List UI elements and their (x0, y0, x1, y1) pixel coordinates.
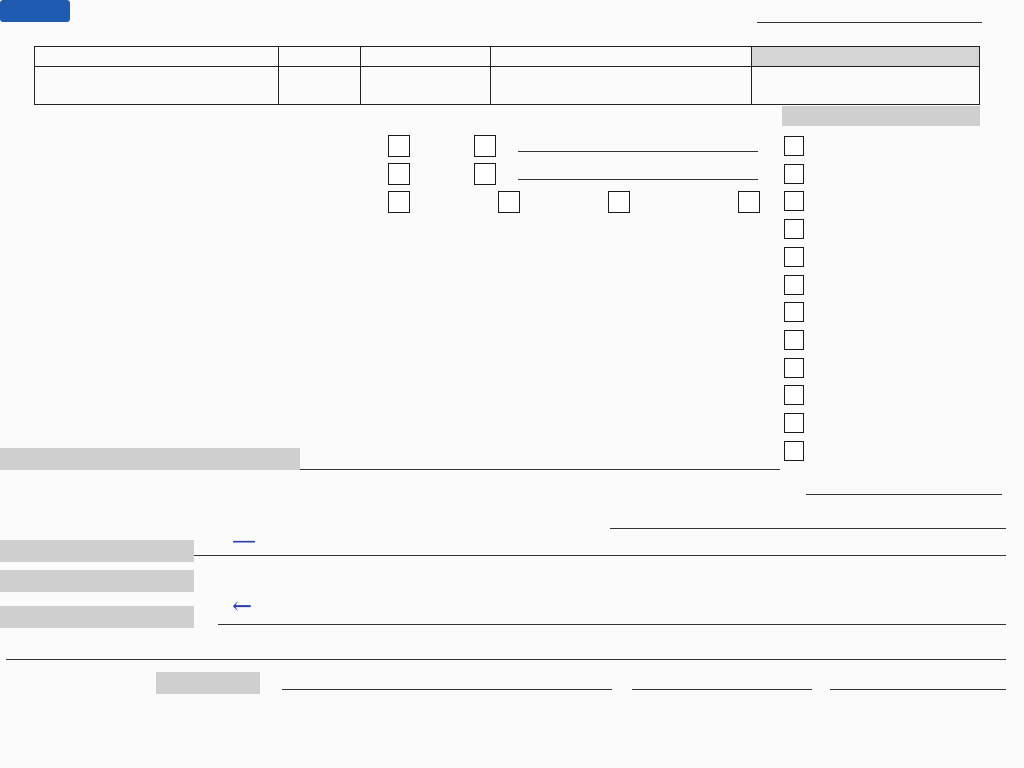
col-odometer (752, 47, 980, 67)
tested-label (156, 672, 260, 694)
question-row (20, 310, 40, 325)
logo-main (0, 0, 70, 22)
kit-checkbox[interactable] (784, 330, 804, 350)
question-row (20, 394, 40, 409)
kit-checkbox[interactable] (784, 219, 804, 239)
question-row (20, 338, 40, 353)
col-volume (360, 47, 490, 67)
answer-checkbox[interactable] (474, 163, 496, 185)
answer-checkbox[interactable] (474, 135, 496, 157)
question-row (20, 171, 40, 186)
question-row (20, 422, 40, 437)
col-model (35, 47, 279, 67)
question-row (20, 282, 40, 297)
col-year (278, 47, 360, 67)
kit-checkbox[interactable] (784, 441, 804, 461)
col-engine (490, 47, 752, 67)
kit-checkbox[interactable] (784, 164, 804, 184)
question-row (20, 227, 40, 242)
kit-checkbox[interactable] (784, 247, 804, 267)
question-row (20, 366, 40, 381)
kit-checkbox[interactable] (784, 191, 804, 211)
header-table (34, 46, 980, 105)
kit-checkbox[interactable] (784, 385, 804, 405)
remarks-akpp-label (0, 570, 194, 592)
remarks-dvs-mark: ← (232, 592, 253, 620)
question-row (20, 255, 40, 270)
answer-mark (738, 191, 760, 213)
removed-label (0, 448, 300, 470)
logo (0, 0, 72, 36)
answer-checkbox[interactable] (608, 191, 630, 213)
kit-checkbox[interactable] (784, 358, 804, 378)
kit-checkbox[interactable] (784, 136, 804, 156)
answer-checkbox[interactable] (498, 191, 520, 213)
remarks-mkpp-label (0, 540, 194, 562)
kit-checkbox[interactable] (784, 275, 804, 295)
question-row (20, 143, 40, 158)
kit-checkbox[interactable] (784, 413, 804, 433)
remarks-mkpp-mark: — (232, 526, 256, 554)
question-row (20, 199, 40, 214)
kit-title (782, 106, 980, 126)
answer-checkbox[interactable] (388, 163, 410, 185)
answer-checkbox[interactable] (388, 191, 410, 213)
answer-checkbox[interactable] (388, 135, 410, 157)
kit-checkbox[interactable] (784, 302, 804, 322)
remarks-dvs-label (0, 606, 194, 628)
